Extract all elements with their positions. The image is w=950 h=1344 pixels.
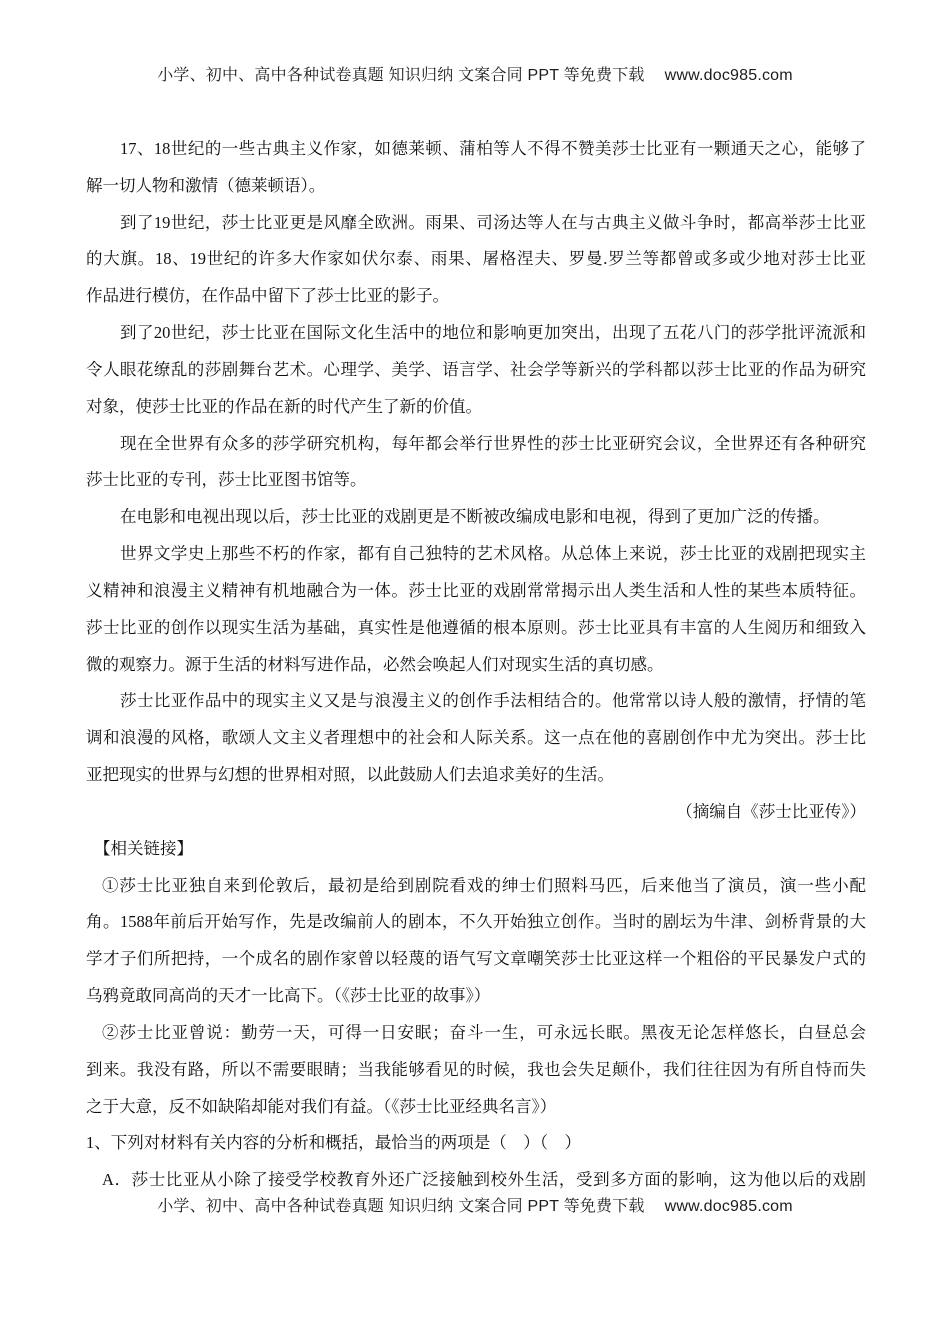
related-link-1-line: ①莎士比亚独自来到伦敦后，最初是给到剧院看戏的绅士们照料马匹，后来他当了演员，演一些小配 — [102, 875, 866, 895]
passage-para6-line: 微的观察力。源于生活的材料写进作品，必然会唤起人们对现实生活的真切感。 — [86, 654, 664, 674]
passage-para2-line: 的大旗。18、19世纪的许多大作家如伏尔泰、雨果、屠格涅夫、罗曼.罗兰等都曾或多或少地对莎士比亚 — [86, 249, 866, 269]
question-1-option-a: A．莎士比亚从小除了接受学校教育外还广泛接触到校外生活，受到多方面的影响，这为他以后的戏剧 — [102, 1170, 866, 1190]
passage-para6-line: 义精神和浪漫主义精神有机地融合为一体。莎士比亚的戏剧常常揭示出人类生活和人性的某些本质特征。 — [86, 580, 866, 600]
header-watermark — [0, 66, 950, 86]
passage-para6-line: 莎士比亚的创作以现实生活为基础，真实性是他遵循的根本原则。莎士比亚具有丰富的人生阅历和细致入 — [86, 617, 866, 637]
passage-para4-line: 莎士比亚的专刊，莎士比亚图书馆等。 — [86, 470, 367, 490]
footer-watermark-text: 小学、初中、高中各种试卷真题 知识归纳 文案合同 PPT 等免费下载 — [157, 1198, 645, 1215]
attribution-line: （摘编自《莎士比亚传》） — [676, 801, 866, 821]
related-link-1-line: 乌鸦竟敢同高尚的天才一比高下。（《莎士比亚的故事》） — [86, 986, 491, 1006]
passage-para5-line: 在电影和电视出现以后，莎士比亚的戏剧更是不断被改编成电影和电视，得到了更加广泛的传播。 — [120, 507, 830, 527]
passage-para3-line: 到了20世纪，莎士比亚在国际文化生活中的地位和影响更加突出，出现了五花八门的莎学批评流派和 — [120, 323, 866, 343]
related-links-heading: 【相关链接】 — [94, 838, 193, 858]
header-watermark-text: 小学、初中、高中各种试卷真题 知识归纳 文案合同 PPT 等免费下载 — [157, 67, 645, 84]
footer-watermark-url: www.doc985.com — [664, 1198, 793, 1215]
document-body — [86, 131, 866, 1199]
passage-para7-line: 调和浪漫的风格，歌颂人文主义者理想中的社会和人际关系。这一点在他的喜剧创作中尤为突出。莎士比 — [86, 728, 866, 748]
passage-para2-line: 作品进行模仿，在作品中留下了莎士比亚的影子。 — [86, 286, 449, 306]
passage-para7-line: 莎士比亚作品中的现实主义又是与浪漫主义的创作手法相结合的。他常常以诗人般的激情，抒情的笔 — [120, 691, 866, 711]
passage-para1-line: 17、18世纪的一些古典主义作家，如德莱顿、蒲柏等人不得不赞美莎士比亚有一颗通天之心，能够了 — [120, 139, 866, 158]
passage-para2-line: 到了19世纪，莎士比亚更是风靡全欧洲。雨果、司汤达等人在与古典主义做斗争时，都高举莎士比亚 — [120, 212, 866, 232]
related-link-1-line: 角。1588年前后开始写作，先是改编前人的剧本，不久开始独立创作。当时的剧坛为牛津、剑桥背景的大 — [86, 912, 866, 932]
header-watermark-url: www.doc985.com — [664, 67, 793, 84]
passage-para3-line: 对象，使莎士比亚的作品在新的时代产生了新的价值。 — [86, 396, 482, 416]
passage-para4-line: 现在全世界有众多的莎学研究机构，每年都会举行世界性的莎士比亚研究会议，全世界还有各种研究 — [120, 433, 866, 453]
related-link-2-line: 之于大意，反不如缺陷却能对我们有益。（《莎士比亚经典名言》） — [86, 1096, 557, 1116]
related-link-1-line: 学才子们所把持，一个成名的剧作家曾以轻蔑的语气写文章嘲笑莎士比亚这样一个粗俗的平民暴发户式的 — [86, 949, 866, 969]
passage-para7-line: 亚把现实的世界与幻想的世界相对照，以此鼓励人们去追求美好的生活。 — [86, 765, 614, 785]
passage-para1-line: 解一切人物和激情（德莱顿语）。 — [86, 175, 326, 195]
related-link-2-line: ②莎士比亚曾说：勤劳一天，可得一日安眠；奋斗一生，可永远长眠。黑夜无论怎样悠长，白昼总会 — [102, 1022, 866, 1042]
passage-para6-line: 世界文学史上那些不朽的作家，都有自己独特的艺术风格。从总体上来说，莎士比亚的戏剧把现实主 — [120, 544, 866, 564]
footer-watermark — [0, 1197, 950, 1217]
question-1-stem: 1、下列对材料有关内容的分析和概括，最恰当的两项是（ ）（ ） — [86, 1133, 581, 1153]
related-link-2-line: 到来。我没有路，所以不需要眼睛；当我能够看见的时候，我也会失足颠仆，我们往往因为有所自恃而失 — [86, 1059, 866, 1079]
passage-para3-line: 令人眼花缭乱的莎剧舞台艺术。心理学、美学、语言学、社会学等新兴的学科都以莎士比亚的作品为研究 — [86, 359, 866, 379]
